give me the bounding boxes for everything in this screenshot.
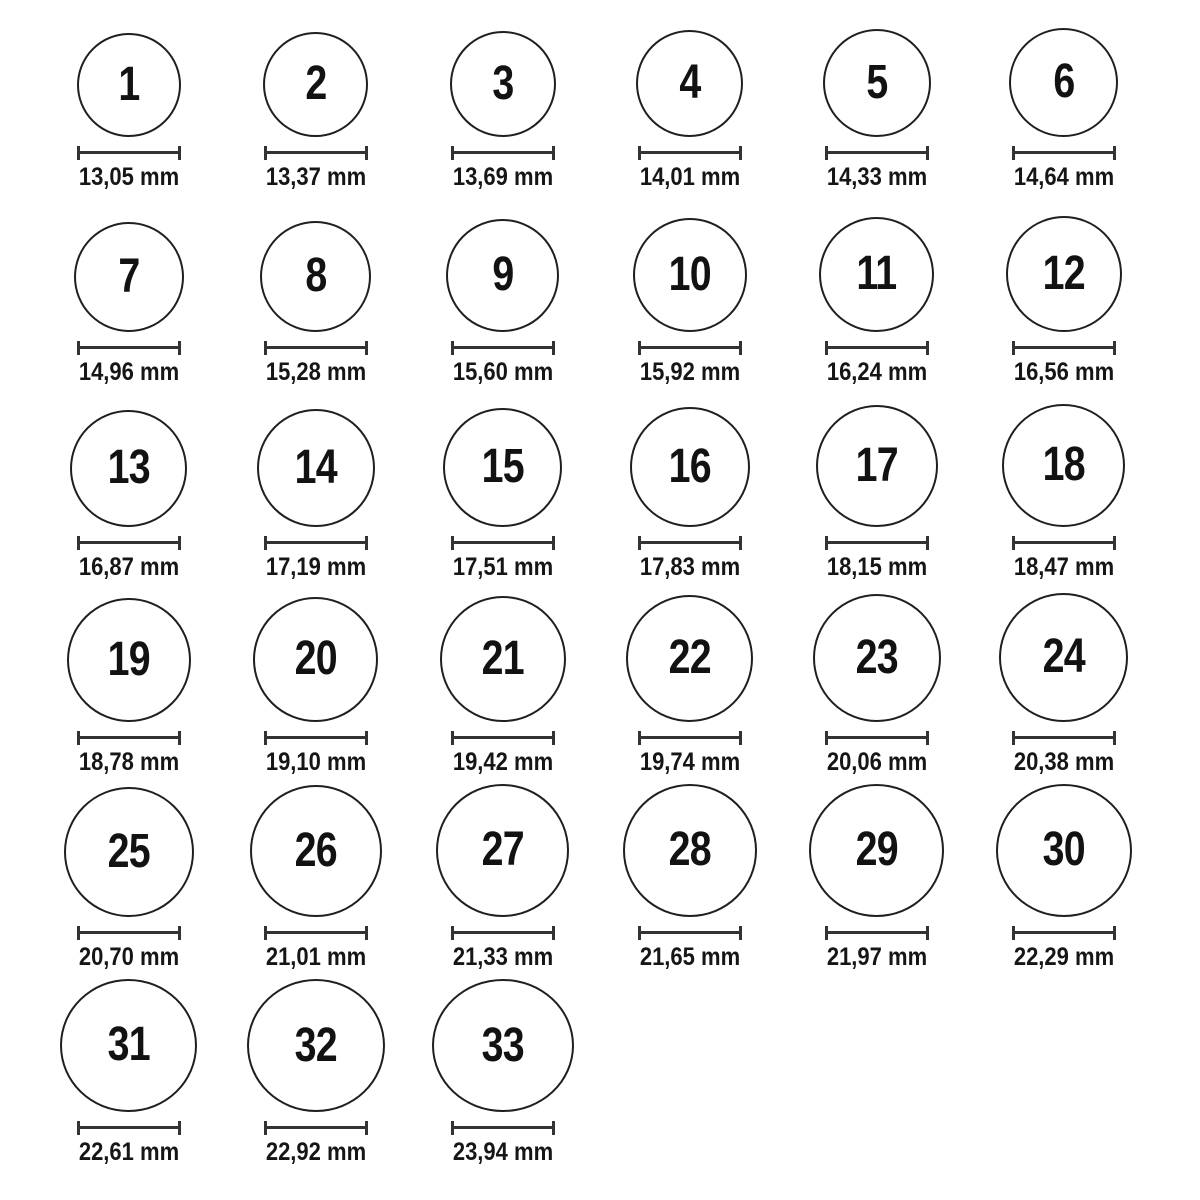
- ring-circle: [432, 979, 574, 1112]
- ring-size-item: [222, 394, 409, 589]
- diameter-label: 18,78 mm: [78, 747, 179, 776]
- ring-circle: [813, 594, 941, 722]
- ring-circle: [1006, 216, 1122, 332]
- ring-circle: [819, 217, 934, 332]
- ring-size-item: [970, 589, 1157, 784]
- ring-size-number: 33: [481, 1018, 524, 1072]
- diameter-label: 21,97 mm: [826, 942, 927, 971]
- diameter-label: 15,28 mm: [265, 357, 366, 386]
- ring-size-item: [596, 199, 783, 394]
- ring-size-number: 21: [481, 631, 524, 685]
- diameter-measure-line: [77, 926, 181, 940]
- ring-size-number: 10: [668, 247, 711, 301]
- ring-size-item: [783, 4, 970, 199]
- ring-size-number: 19: [107, 632, 150, 686]
- ring-size-number: 13: [107, 441, 150, 494]
- ring-size-number: 7: [117, 249, 140, 303]
- ring-size-item: [783, 784, 970, 979]
- ring-circle: [436, 784, 569, 917]
- diameter-label: 16,87 mm: [78, 552, 179, 581]
- diameter-measure-line: [264, 536, 368, 550]
- ring-size-item: [783, 589, 970, 784]
- diameter-measure-line: [451, 926, 555, 940]
- ring-size-item: [222, 199, 409, 394]
- diameter-label: 15,60 mm: [452, 357, 553, 386]
- ring-circle: [1009, 28, 1118, 137]
- diameter-label: 14,64 mm: [1013, 162, 1114, 191]
- diameter-measure-line: [825, 146, 929, 160]
- ring-circle: [64, 787, 194, 917]
- diameter-measure-line: [1012, 926, 1116, 940]
- ring-size-number: 14: [294, 440, 337, 494]
- diameter-measure-line: [825, 926, 929, 940]
- ring-size-item: [35, 4, 222, 199]
- ring-circle: [630, 407, 750, 527]
- diameter-label: 13,37 mm: [265, 162, 366, 191]
- ring-circle: [623, 784, 757, 917]
- ring-size-item: [596, 589, 783, 784]
- ring-circle: [247, 979, 385, 1112]
- diameter-measure-line: [77, 146, 181, 160]
- ring-circle: [74, 222, 184, 332]
- diameter-measure-line: [77, 536, 181, 550]
- diameter-measure-line: [264, 341, 368, 355]
- diameter-measure-line: [77, 1121, 181, 1135]
- ring-size-item: [783, 394, 970, 589]
- ring-size-number: 11: [856, 247, 897, 300]
- diameter-label: 18,47 mm: [1013, 552, 1114, 581]
- ring-size-item: [970, 784, 1157, 979]
- ring-size-item: [409, 589, 596, 784]
- ring-size-number: 22: [668, 631, 711, 684]
- diameter-measure-line: [1012, 731, 1116, 745]
- ring-size-item: [222, 979, 409, 1174]
- ring-circle: [440, 596, 566, 722]
- diameter-measure-line: [77, 341, 181, 355]
- ring-circle: [450, 31, 556, 137]
- diameter-label: 16,24 mm: [826, 357, 927, 386]
- diameter-measure-line: [638, 341, 742, 355]
- diameter-measure-line: [825, 731, 929, 745]
- diameter-measure-line: [451, 341, 555, 355]
- ring-circle: [67, 598, 191, 722]
- ring-circle: [823, 29, 931, 137]
- diameter-measure-line: [451, 146, 555, 160]
- ring-circle: [60, 979, 197, 1112]
- ring-size-number: 15: [481, 440, 524, 493]
- ring-size-number: 6: [1052, 55, 1075, 108]
- ring-circle: [1002, 404, 1125, 527]
- ring-size-item: [222, 784, 409, 979]
- ring-size-number: 3: [491, 56, 514, 110]
- ring-circle: [446, 219, 559, 332]
- diameter-measure-line: [264, 146, 368, 160]
- diameter-label: 21,65 mm: [639, 942, 740, 971]
- ring-size-number: 2: [304, 57, 327, 110]
- ring-size-number: 23: [855, 630, 898, 684]
- ring-circle: [816, 405, 938, 527]
- diameter-measure-line: [825, 341, 929, 355]
- diameter-label: 14,96 mm: [78, 357, 179, 386]
- diameter-label: 13,69 mm: [452, 162, 553, 191]
- diameter-measure-line: [451, 1121, 555, 1134]
- ring-size-item: [409, 784, 596, 979]
- diameter-measure-line: [638, 926, 742, 940]
- diameter-label: 22,29 mm: [1013, 942, 1114, 971]
- ring-circle: [77, 33, 181, 137]
- ring-circle: [250, 785, 382, 917]
- ring-size-item: [409, 394, 596, 589]
- ring-size-item: [970, 394, 1157, 589]
- ring-circle: [999, 593, 1128, 722]
- ring-circle: [257, 409, 375, 527]
- ring-size-item: [409, 199, 596, 394]
- ring-size-item: [35, 979, 222, 1174]
- ring-size-item: [35, 589, 222, 784]
- ring-size-item: [970, 199, 1157, 394]
- ring-size-item: [596, 4, 783, 199]
- diameter-measure-line: [264, 731, 368, 745]
- diameter-label: 17,19 mm: [265, 552, 366, 581]
- ring-size-number: 9: [491, 248, 514, 301]
- ring-size-number: 29: [855, 823, 898, 877]
- diameter-label: 19,74 mm: [639, 747, 740, 776]
- ring-size-item: [35, 784, 222, 979]
- ring-size-item: [409, 979, 596, 1174]
- ring-size-number: 12: [1042, 246, 1085, 300]
- diameter-measure-line: [638, 146, 742, 160]
- ring-size-item: [35, 199, 222, 394]
- ring-size-number: 32: [294, 1018, 337, 1072]
- ring-size-number: 5: [865, 55, 888, 109]
- diameter-measure-line: [1012, 341, 1116, 355]
- ring-circle: [263, 32, 368, 137]
- diameter-measure-line: [638, 731, 742, 745]
- ring-size-item: [222, 589, 409, 784]
- diameter-label: 19,10 mm: [265, 747, 366, 776]
- ring-circle: [253, 597, 378, 722]
- diameter-label: 22,61 mm: [78, 1137, 179, 1166]
- ring-circle: [809, 784, 944, 917]
- ring-size-number: 28: [668, 823, 711, 877]
- diameter-label: 21,01 mm: [265, 942, 366, 971]
- diameter-measure-line: [1012, 146, 1116, 160]
- ring-size-number: 30: [1042, 823, 1085, 877]
- diameter-label: 15,92 mm: [639, 357, 740, 386]
- ring-size-number: 4: [678, 56, 701, 109]
- ring-size-item: [596, 784, 783, 979]
- ring-circle: [636, 30, 743, 137]
- diameter-label: 22,92 mm: [265, 1137, 366, 1166]
- ring-size-number: 17: [855, 438, 898, 492]
- diameter-label: 14,01 mm: [639, 162, 740, 191]
- ring-circle: [996, 784, 1132, 917]
- ring-size-number: 18: [1042, 438, 1085, 491]
- diameter-label: 20,70 mm: [78, 942, 179, 971]
- ring-size-item: [970, 4, 1157, 199]
- ring-size-number: 31: [107, 1018, 150, 1072]
- diameter-label: 17,83 mm: [639, 552, 740, 581]
- diameter-measure-line: [825, 536, 929, 550]
- diameter-label: 13,05 mm: [78, 162, 179, 191]
- diameter-measure-line: [638, 536, 742, 550]
- ring-size-number: 16: [668, 439, 711, 493]
- ring-size-item: [222, 4, 409, 199]
- diameter-measure-line: [77, 731, 181, 745]
- diameter-label: 20,06 mm: [826, 747, 927, 776]
- ring-circle: [70, 410, 187, 527]
- diameter-label: 14,33 mm: [826, 162, 927, 191]
- diameter-measure-line: [451, 536, 555, 550]
- diameter-label: 16,56 mm: [1013, 357, 1114, 386]
- diameter-measure-line: [264, 926, 368, 940]
- diameter-label: 20,38 mm: [1013, 747, 1114, 776]
- ring-size-number: 25: [107, 824, 150, 878]
- ring-size-number: 24: [1042, 630, 1085, 683]
- ring-circle: [443, 408, 562, 527]
- ring-size-item: [596, 394, 783, 589]
- ring-size-number: 8: [304, 249, 327, 302]
- ring-size-number: 26: [294, 823, 337, 877]
- ring-size-number: 27: [481, 823, 524, 877]
- ring-size-item: [783, 199, 970, 394]
- diameter-label: 21,33 mm: [452, 942, 553, 971]
- ring-size-number: 20: [294, 632, 337, 685]
- ring-circle: [260, 221, 371, 332]
- ring-size-number: 1: [117, 57, 140, 111]
- diameter-label: 17,51 mm: [452, 552, 553, 581]
- diameter-label: 19,42 mm: [452, 747, 553, 776]
- diameter-measure-line: [451, 731, 555, 745]
- diameter-measure-line: [1012, 536, 1116, 550]
- diameter-label: 23,94 mm: [452, 1137, 553, 1166]
- diameter-label: 18,15 mm: [826, 552, 927, 581]
- ring-size-item: [409, 4, 596, 199]
- ring-circle: [633, 218, 747, 332]
- ring-size-item: [35, 394, 222, 589]
- ring-circle: [626, 595, 753, 722]
- diameter-measure-line: [264, 1121, 368, 1134]
